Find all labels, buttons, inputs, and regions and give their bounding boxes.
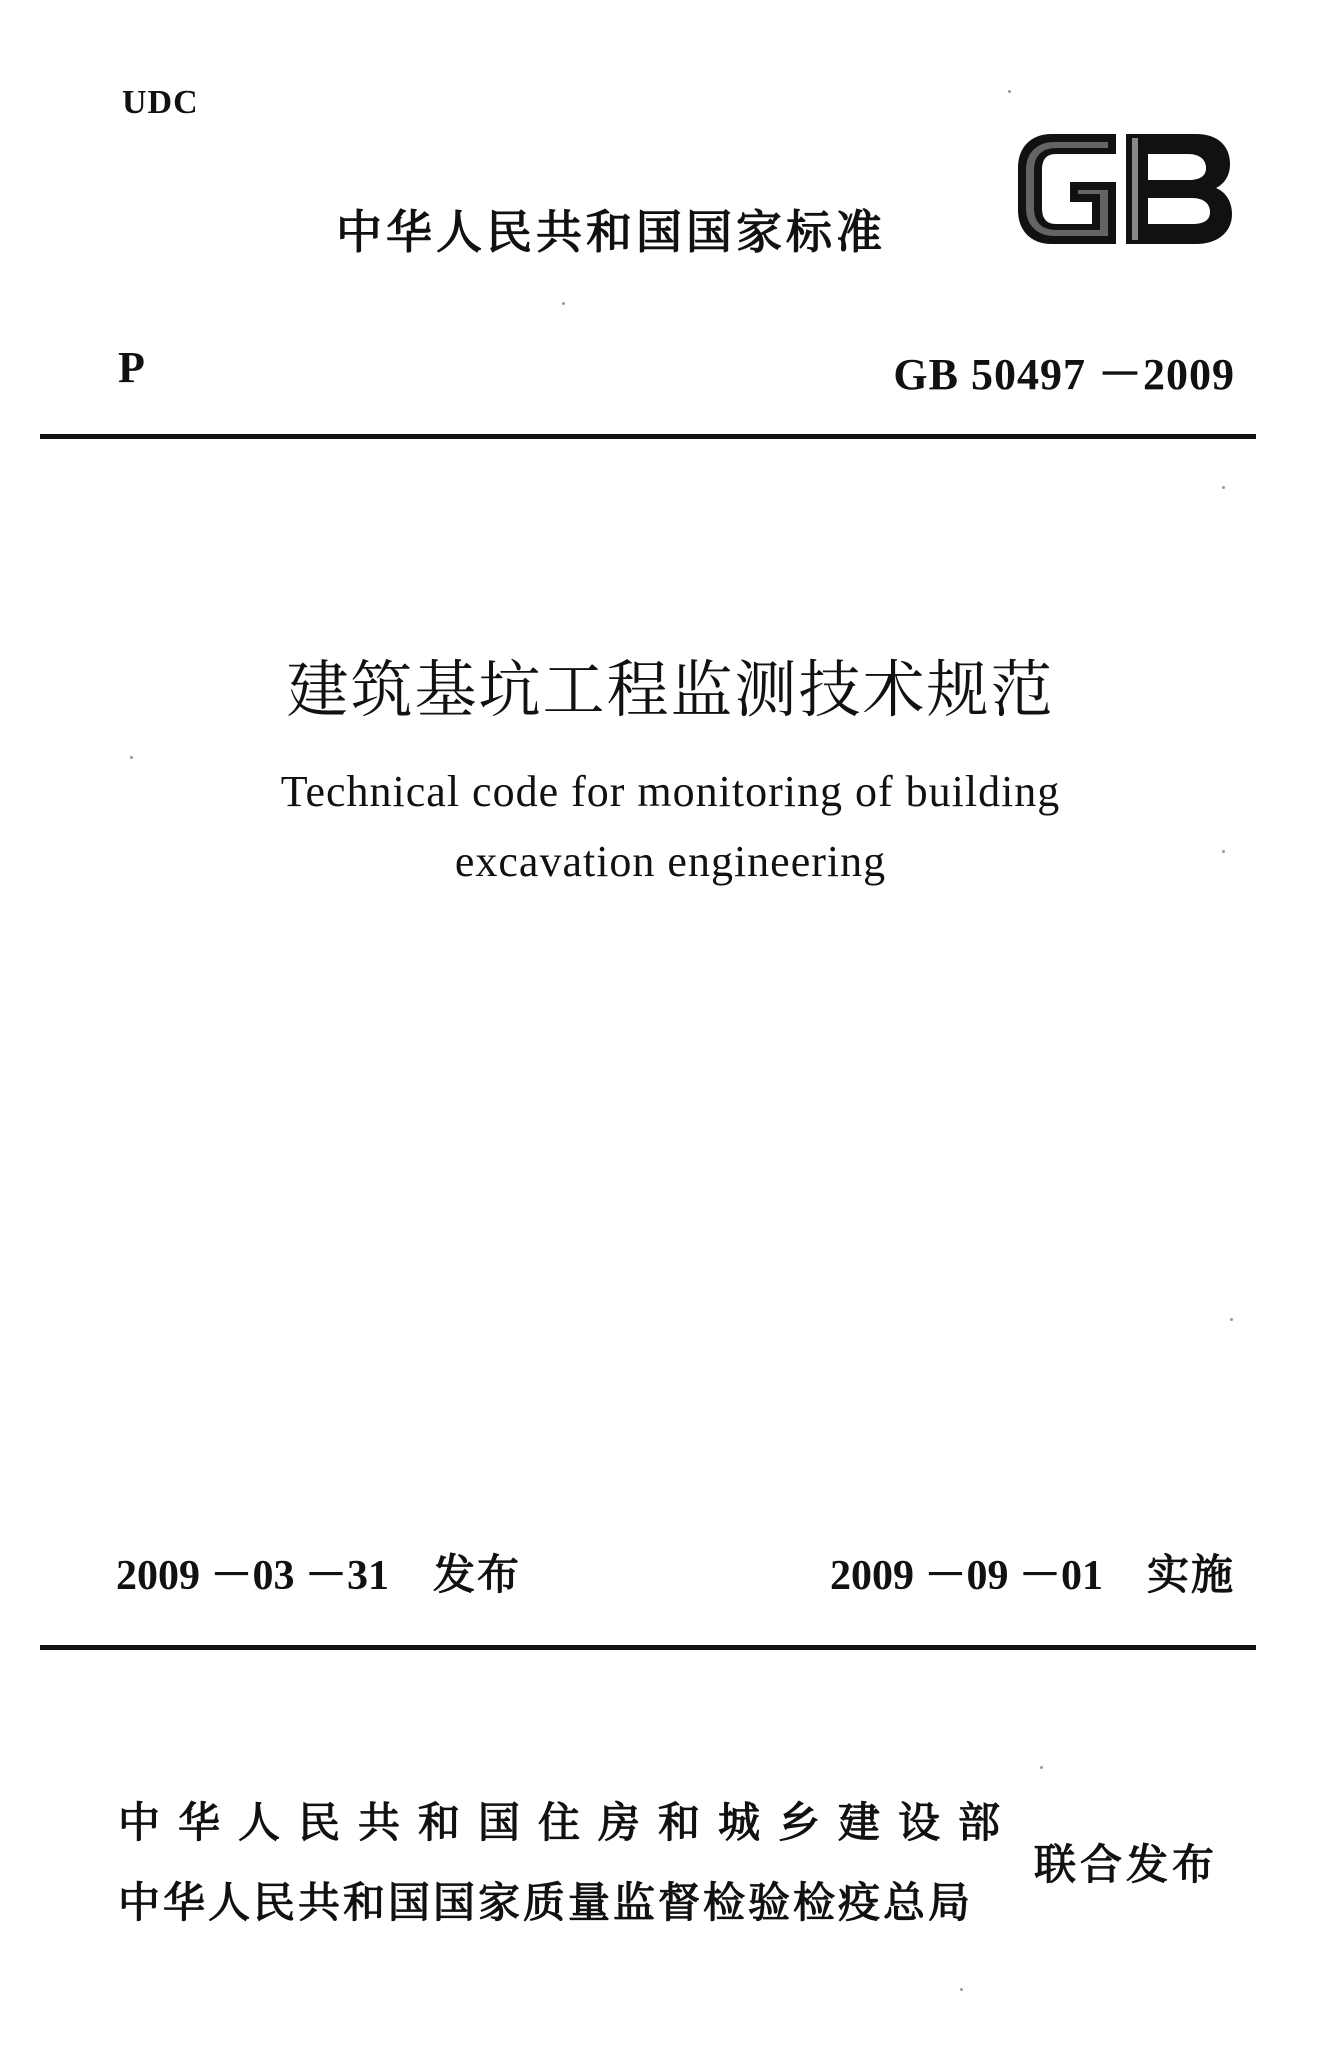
scan-speck — [960, 1988, 963, 1991]
scan-speck — [562, 302, 565, 305]
gb-logo — [1012, 124, 1236, 254]
udc-label: UDC — [122, 84, 199, 121]
scan-speck — [1222, 486, 1225, 489]
issuer-ministry: 中华人民共和国住房和城乡建设部 — [118, 1798, 1019, 1847]
title-english-line1: Technical code for monitoring of building — [280, 767, 1061, 816]
top-divider — [40, 434, 1256, 439]
joint-release-label: 联合发布 — [1034, 1840, 1219, 1889]
implementation-date-block — [830, 1542, 1235, 1602]
national-standard-heading: 中华人民共和国国家标准 — [336, 205, 886, 259]
scan-speck — [130, 756, 133, 759]
issue-date-block — [116, 1542, 521, 1602]
scan-speck — [1230, 1318, 1233, 1321]
scan-speck — [1040, 1766, 1043, 1769]
issue-label: 发布 — [433, 1550, 522, 1599]
implementation-label: 实施 — [1146, 1550, 1235, 1599]
implementation-date: 2009 －09 －01 — [829, 1553, 1103, 1599]
standard-number: GB 50497 －2009 — [893, 350, 1235, 399]
scan-speck — [1008, 90, 1011, 93]
classification-code: P — [118, 343, 145, 392]
issuer-aqsiq: 中华人民共和国国家质量监督检验检疫总局 — [118, 1878, 974, 1927]
title-english-line2: excavation engineering — [454, 837, 887, 886]
title-chinese: 建筑基坑工程监测技术规范 — [286, 653, 1055, 726]
bottom-divider — [40, 1645, 1256, 1650]
issue-date: 2009 －03 －31 — [116, 1553, 390, 1599]
scan-speck — [1222, 850, 1225, 853]
